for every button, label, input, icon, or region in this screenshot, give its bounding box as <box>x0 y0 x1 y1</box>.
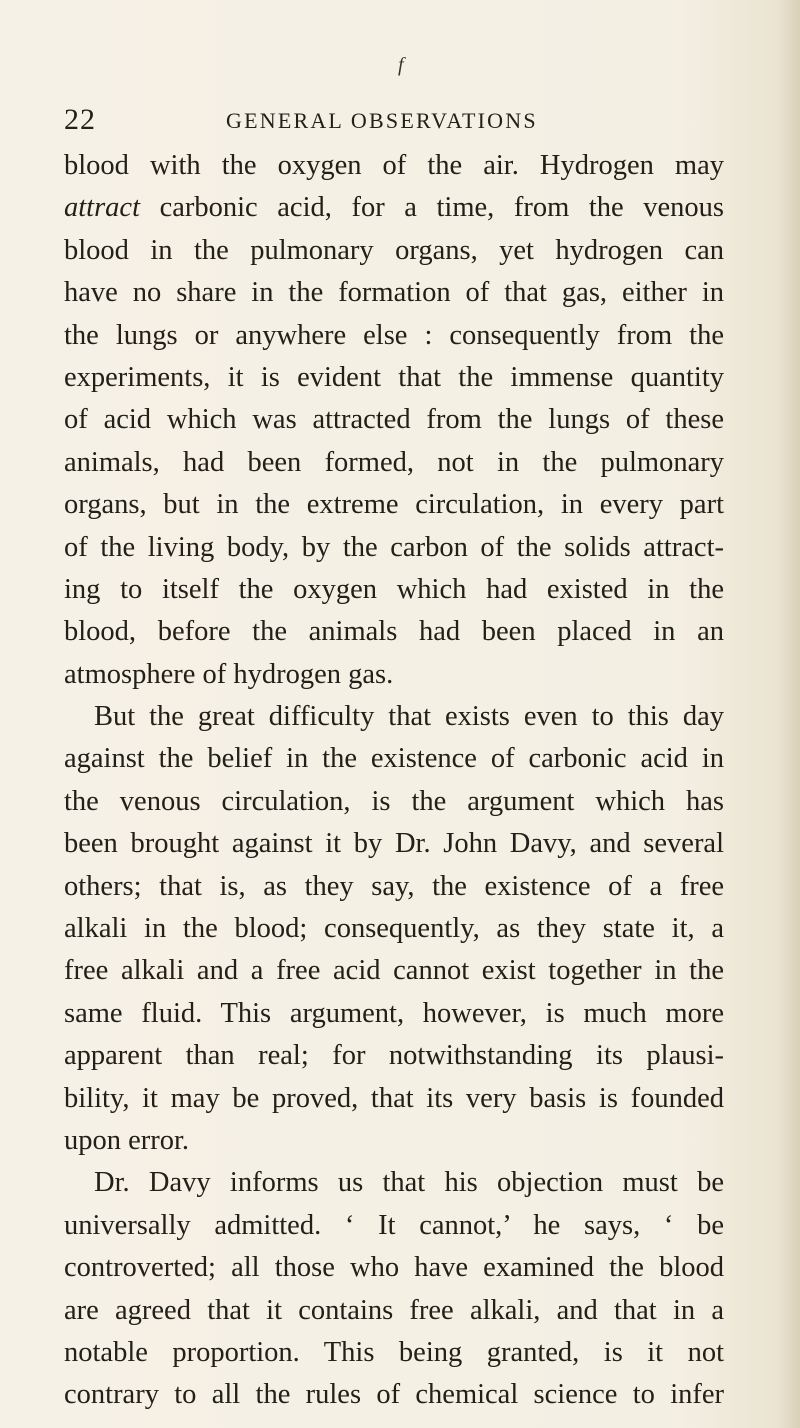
text-line: of acid which was attracted from the lungs of these <box>64 404 724 436</box>
running-head: GENERAL OBSERVATIONS <box>226 108 538 133</box>
text-line: apparent than real; for notwithstanding its plausi- <box>64 1040 724 1072</box>
text-line: bility, it may be proved, that its very basis is founded <box>64 1082 724 1114</box>
text-line: Dr. Davy informs us that his objection must be <box>94 1167 724 1199</box>
text-line: are agreed that it contains free alkali, and that in a <box>64 1294 724 1326</box>
emphasis-word: attract <box>64 192 140 224</box>
text-line: of the living body, by the carbon of the solids attract- <box>64 531 724 563</box>
text-line: have no share in the formation of that gas, either in <box>64 277 724 309</box>
text-line: others; that is, as they say, the existence of a free <box>64 870 724 902</box>
text-line: ing to itself the oxygen which had existed in the <box>64 573 724 605</box>
text-line: But the great difficulty that exists even to this day <box>94 701 724 733</box>
text-line: same fluid. This argument, however, is much more <box>64 997 724 1029</box>
text-line: universally admitted. ‘ It cannot,’ he says, ‘ be <box>64 1209 724 1241</box>
text-line: the venous circulation, is the argument which has <box>64 785 724 817</box>
text-line: the lungs or anywhere else : consequently from the <box>64 319 724 351</box>
text-line: alkali in the blood; consequently, as they state it, a <box>64 913 724 945</box>
page-number: 22 <box>64 103 96 136</box>
text-line: atmosphere of hydrogen gas. <box>64 658 394 690</box>
text-line: animals, had been formed, not in the pulmonary <box>64 446 724 478</box>
text-line: organs, but in the extreme circulation, in every part <box>64 489 724 521</box>
text-line: experiments, it is evident that the immense quantity <box>64 361 724 393</box>
text-line: against the belief in the existence of carbonic acid in <box>64 743 724 775</box>
text-line: notable proportion. This being granted, is it not <box>64 1336 724 1368</box>
text-line: controverted; all those who have examined the blood <box>64 1252 724 1284</box>
text-line: upon error. <box>64 1124 190 1156</box>
text-line: blood with the oxygen of the air. Hydrogen may <box>64 150 724 181</box>
text-line: free alkali and a free acid cannot exist together in the <box>64 955 724 987</box>
body-text <box>64 145 724 1417</box>
stray-mark: f <box>398 54 404 76</box>
text-line: contrary to all the rules of chemical science to infer <box>64 1379 724 1411</box>
text-line: been brought against it by Dr. John Davy, and several <box>64 828 724 860</box>
text-line: blood, before the animals had been placed in an <box>64 616 724 648</box>
page-header <box>64 100 724 140</box>
text-line: attract carbonic acid, for a time, from the venous <box>64 192 724 224</box>
text-line: blood in the pulmonary organs, yet hydrogen can <box>64 234 724 266</box>
